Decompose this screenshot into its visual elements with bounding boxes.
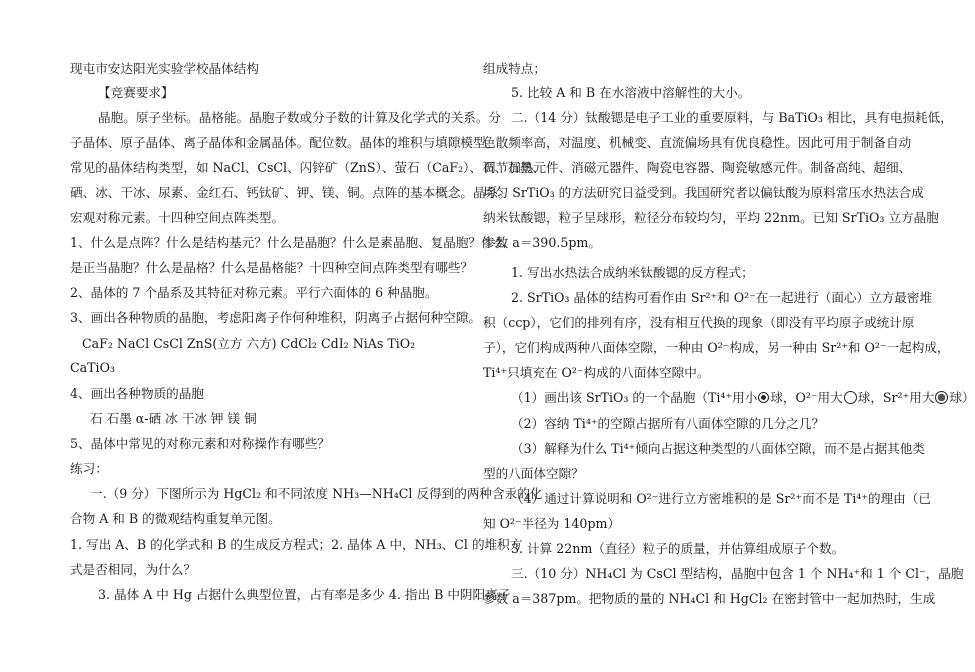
small-ball-icon	[758, 392, 769, 403]
right-text-line: 调节加热元件、消磁元器件、陶瓷电容器、陶瓷敏感元件。制备高纯、超细、	[483, 160, 912, 175]
left-text-line: 3. 晶体 A 中 Hg 占据什么典型位置，占有率是多少 4. 指出 B 中阴阳离子	[98, 587, 511, 602]
left-text-line: 硒、冰、干冰、尿素、金红石、钙钛矿、钾、镁、铜。点阵的基本概念。晶系。	[70, 185, 511, 200]
right-text-line: 参数 a＝390.5pm。	[483, 235, 601, 250]
right-text-line: 积（ccp），它们的排列有序，没有相互代换的现象（即没有平均原子或统计原	[483, 315, 915, 330]
left-text-line: 晶胞。原子坐标。晶格能。晶胞子数或分子数的计算及化学式的关系。分	[98, 110, 501, 125]
left-text-line: 合物 A 和 B 的微观结构重复单元图。	[70, 511, 281, 526]
left-text-line: 常见的晶体结构类型，如 NaCl、CsCl、闪锌矿（ZnS）、萤石（CaF₂）、石、石墨、	[70, 160, 545, 175]
right-text-line: 参数 a＝387pm。把物质的量的 NH₄Cl 和 HgCl₂ 在密封管中一起加热时，生成	[483, 591, 936, 606]
left-text-line: 石 石墨 α-硒 冰 干冰 钾 镁 铜	[90, 411, 257, 426]
right-text-line: （1）画出该 SrTiO₃ 的一个晶胞（Ti⁴⁺用小 球，O²⁻用大 球，Sr²⁺用大 球）	[511, 390, 975, 405]
right-text-line: 5. 比较 A 和 B 在水溶液中溶解性的大小。	[511, 85, 751, 100]
left-text-line: 练习：	[70, 461, 108, 476]
left-text-line: 【竞赛要求】	[98, 85, 174, 100]
left-text-line: 是正当晶胞？什么是晶格？什么是晶格能？十四种空间点阵类型有哪些？	[70, 260, 473, 275]
right-text-line: 三.（10 分）NH₄Cl 为 CsCl 型结构，晶胞中包含 1 个 NH₄⁺和 1 个 Cl⁻，晶胞	[511, 566, 964, 581]
right-text-line: 2. SrTiO₃ 晶体的结构可看作由 Sr²⁺和 O²⁻在一起进行（面心）立方最密堆	[511, 290, 933, 305]
left-text-line: 4、画出各种物质的晶胞	[70, 386, 204, 401]
right-text-line: 色散频率高，对温度、机械变、直流偏场具有优良稳性。因此可用于制备自动	[483, 135, 912, 150]
right-text-line: 知 O²⁻半径为 140pm）	[483, 516, 621, 531]
left-text-line: 子晶体、原子晶体、离子晶体和金属晶体。配位数。晶体的堆积与填隙模型。	[70, 135, 499, 150]
right-text-line: Ti⁴⁺只填充在 O²⁻构成的八面体空隙中。	[483, 365, 710, 380]
right-text-line: 纳米钛酸锶，粒子呈球形，粒径分布较均匀，平均 22nm。已知 SrTiO₃ 立方晶胞	[483, 210, 939, 225]
left-text-line: 式是否相同，为什么？	[70, 562, 196, 577]
right-text-line: 1. 写出水热法合成纳米钛酸锶的反方程式；	[511, 265, 754, 280]
right-text-line: （2）容纳 Ti⁴⁺的空隙占据所有八面体空隙的几分之几？	[511, 416, 825, 431]
right-text-line: （4）通过计算说明和 O²⁻进行立方密堆积的是 Sr²⁺而不是 Ti⁴⁺的理由（已	[511, 491, 931, 506]
right-text-line: （3）解释为什么 Ti⁴⁺倾向占据这种类型的八面体空隙，而不是占据其他类	[511, 441, 925, 456]
right-text-line: 组成特点；	[483, 61, 546, 76]
large-ball-icon	[844, 391, 857, 404]
left-text-line: 1、什么是点阵？什么是结构基元？什么是晶胞？什么是素晶胞、复晶胞？什么	[70, 235, 507, 250]
right-text-line: 二.（14 分）钛酸锶是电子工业的重要原料，与 BaTiO₃ 相比，具有电损耗低，	[511, 110, 953, 125]
left-text-line: 宏观对称元素。十四种空间点阵类型。	[70, 210, 285, 225]
left-text-line: 2、晶体的 7 个晶系及其特征对称元素。平行六面体的 6 种晶胞。	[70, 285, 438, 300]
left-text-line: 现屯市安达阳光实验学校晶体结构	[70, 61, 259, 76]
right-text-line: 子），它们构成两种八面体空隙，一种由 O²⁻构成，另一种由 Sr²⁺和 O²⁻一起构成，	[483, 340, 950, 355]
right-text-line: 均匀 SrTiO₃ 的方法研究日益受到。我国研究者以偏钛酸为原料常压水热法合成	[483, 185, 924, 200]
left-text-line: 1. 写出 A、B 的化学式和 B 的生成反方程式；2. 晶体 A 中，NH₃、Cl 的堆积方	[70, 537, 523, 552]
left-text-line: CaTiO₃	[70, 360, 115, 375]
left-text-line: 5、晶体中常见的对称元素和对称操作有哪些？	[70, 436, 330, 451]
right-text-line: 3. 计算 22nm（直径）粒子的质量，并估算组成原子个数。	[511, 541, 845, 556]
left-text-line: 一.（9 分）下图所示为 HgCl₂ 和不同浓度 NH₃—NH₄Cl 反得到的两种含汞的化	[90, 486, 543, 501]
large-dotted-ball-icon	[935, 391, 948, 404]
left-text-line: CaF₂ NaCl CsCl ZnS(立方 六方) CdCl₂ CdI₂ NiAs TiO₂	[82, 336, 416, 351]
right-text-line: 型的八面体空隙？	[483, 466, 584, 481]
left-text-line: 3、画出各种物质的晶胞，考虑阳离子作何种堆积，阴离子占据何种空隙。	[70, 310, 482, 325]
